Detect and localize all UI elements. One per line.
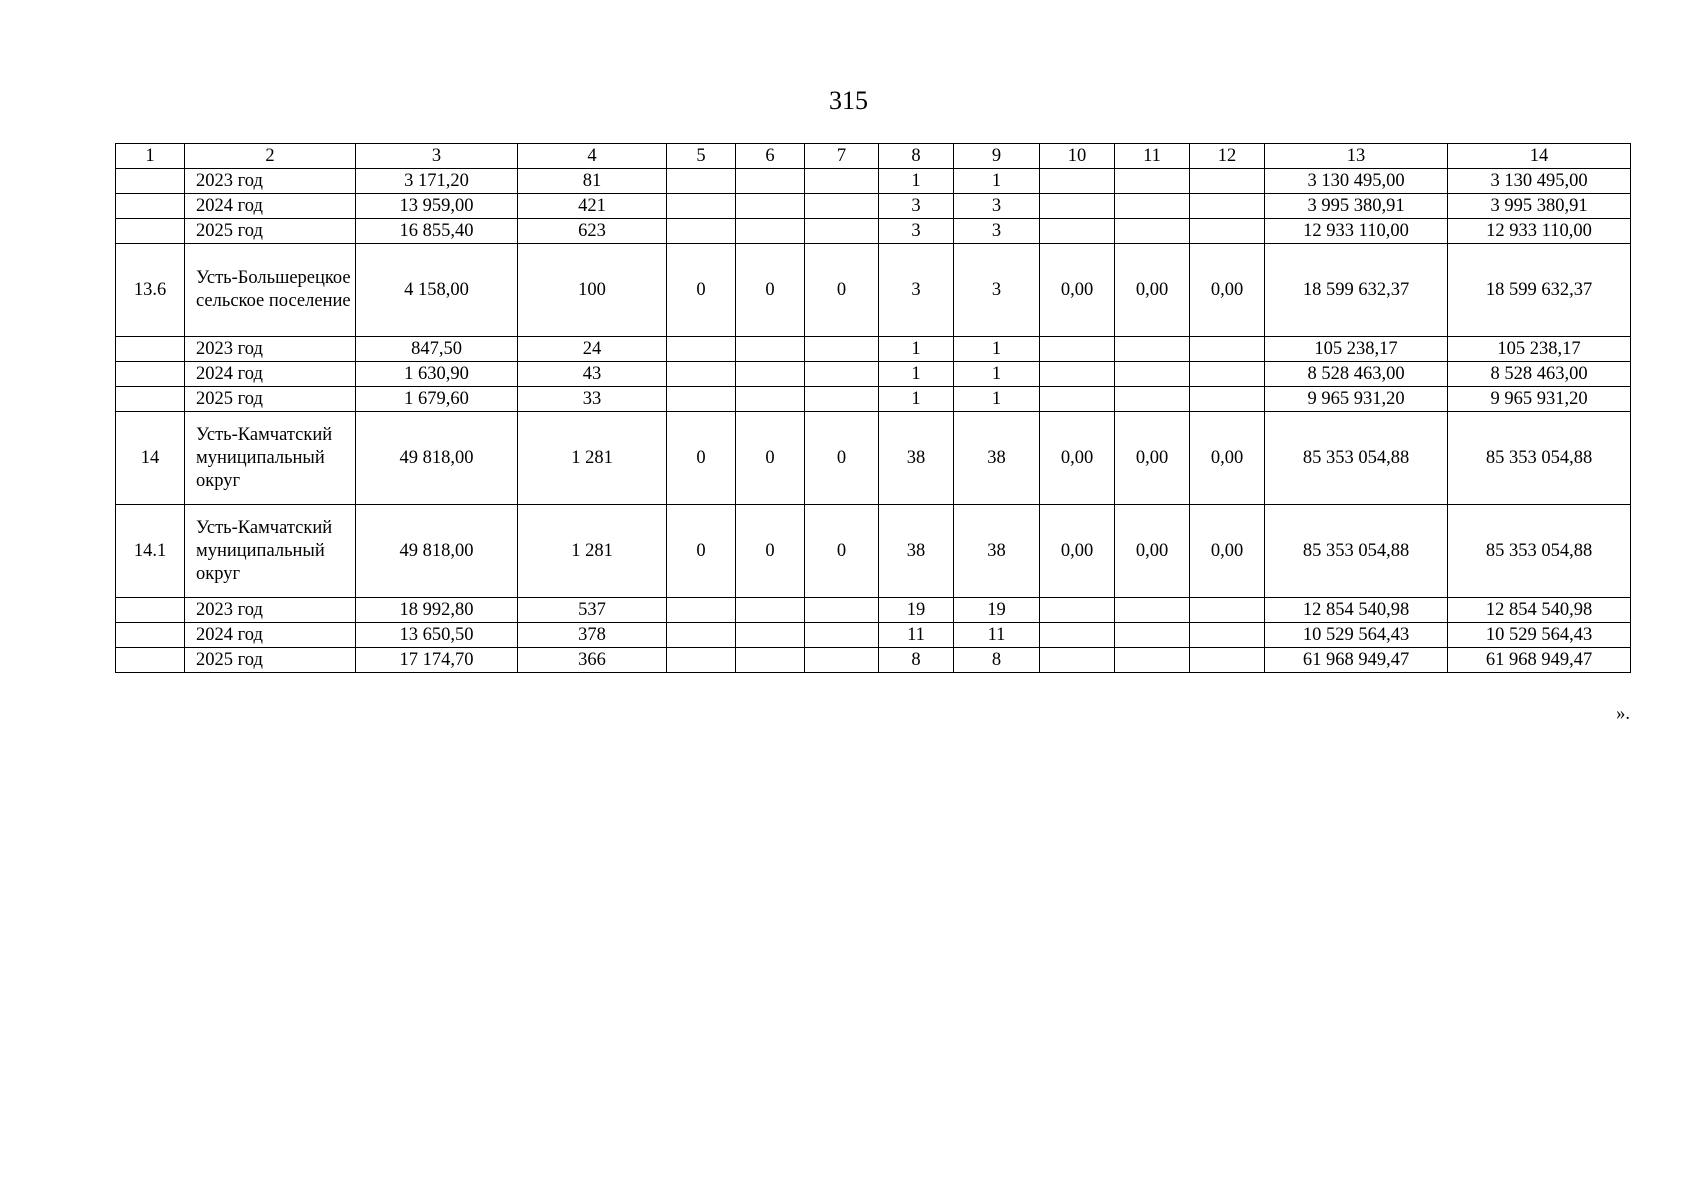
table-cell: 0,00	[1040, 244, 1115, 337]
table-cell	[667, 362, 736, 387]
table-cell: 9 965 931,20	[1448, 387, 1631, 412]
table-cell: 12 933 110,00	[1265, 219, 1448, 244]
row-name-cell: 2025 год	[185, 648, 356, 673]
table-cell: 3 130 495,00	[1448, 169, 1631, 194]
table-cell	[805, 194, 879, 219]
table-cell	[805, 598, 879, 623]
column-number-cell: 10	[1040, 144, 1115, 169]
table-cell	[805, 219, 879, 244]
table-cell: 105 238,17	[1448, 337, 1631, 362]
table-cell	[116, 598, 185, 623]
table-cell	[736, 219, 805, 244]
table-cell	[1040, 219, 1115, 244]
table-cell: 85 353 054,88	[1265, 505, 1448, 598]
table-cell: 366	[518, 648, 667, 673]
row-name-cell: 2024 год	[185, 194, 356, 219]
row-name-cell: Усть-Большерецкое сельское поселение	[185, 244, 356, 337]
table-cell	[805, 387, 879, 412]
table-cell: 85 353 054,88	[1448, 505, 1631, 598]
table-cell: 1 630,90	[356, 362, 518, 387]
row-name-cell: 2023 год	[185, 598, 356, 623]
table-cell	[1040, 362, 1115, 387]
table-cell: 13 959,00	[356, 194, 518, 219]
table-cell	[667, 623, 736, 648]
table-cell	[1190, 598, 1265, 623]
table-cell	[667, 194, 736, 219]
table-cell: 0,00	[1115, 412, 1190, 505]
table-cell: 38	[954, 412, 1040, 505]
table-cell: 105 238,17	[1265, 337, 1448, 362]
table-cell	[1040, 337, 1115, 362]
row-name-cell: 2025 год	[185, 219, 356, 244]
table-cell: 43	[518, 362, 667, 387]
table-cell: 1	[879, 362, 954, 387]
table-row	[116, 598, 1631, 623]
table-cell: 38	[954, 505, 1040, 598]
table-cell	[736, 337, 805, 362]
table-cell: 38	[879, 505, 954, 598]
table-cell	[116, 648, 185, 673]
table-cell	[805, 362, 879, 387]
table-cell: 1	[879, 387, 954, 412]
table-cell: 33	[518, 387, 667, 412]
table-cell: 10 529 564,43	[1265, 623, 1448, 648]
row-name-cell: 2025 год	[185, 387, 356, 412]
table-cell	[667, 219, 736, 244]
data-table	[115, 143, 1631, 673]
table-cell: 623	[518, 219, 667, 244]
table-cell	[736, 194, 805, 219]
table-cell: 17 174,70	[356, 648, 518, 673]
table-cell: 847,50	[356, 337, 518, 362]
table-cell: 8 528 463,00	[1448, 362, 1631, 387]
table-cell: 12 854 540,98	[1265, 598, 1448, 623]
table-cell: 85 353 054,88	[1265, 412, 1448, 505]
table-cell: 8	[879, 648, 954, 673]
table-cell: 4 158,00	[356, 244, 518, 337]
table-cell: 3 995 380,91	[1265, 194, 1448, 219]
table-cell: 1	[954, 337, 1040, 362]
table-cell: 0,00	[1040, 505, 1115, 598]
row-name-cell: Усть-Камчатский муниципальный округ	[185, 505, 356, 598]
table-cell: 61 968 949,47	[1448, 648, 1631, 673]
table-cell: 1	[879, 169, 954, 194]
table-cell: 19	[954, 598, 1040, 623]
closing-quote-mark: ».	[1616, 704, 1630, 724]
table-cell	[1040, 169, 1115, 194]
table-cell: 1	[954, 169, 1040, 194]
row-name-cell: 2024 год	[185, 623, 356, 648]
table-cell	[736, 362, 805, 387]
table-cell: 0,00	[1190, 505, 1265, 598]
table-cell: 10 529 564,43	[1448, 623, 1631, 648]
table-cell	[1040, 387, 1115, 412]
table-row	[116, 337, 1631, 362]
table-cell: 19	[879, 598, 954, 623]
table-cell: 16 855,40	[356, 219, 518, 244]
table-cell	[736, 169, 805, 194]
table-cell: 3 995 380,91	[1448, 194, 1631, 219]
table-cell: 0	[736, 412, 805, 505]
table-cell: 14	[116, 412, 185, 505]
column-number-cell: 7	[805, 144, 879, 169]
table-cell: 0	[805, 412, 879, 505]
table-cell: 18 992,80	[356, 598, 518, 623]
column-number-cell: 3	[356, 144, 518, 169]
row-name-cell: 2023 год	[185, 337, 356, 362]
row-name-cell: Усть-Камчатский муниципальный округ	[185, 412, 356, 505]
table-cell	[1190, 648, 1265, 673]
table-row	[116, 412, 1631, 505]
table-cell	[667, 387, 736, 412]
table-cell	[736, 387, 805, 412]
table-cell	[116, 194, 185, 219]
table-cell: 3	[954, 219, 1040, 244]
column-number-cell: 9	[954, 144, 1040, 169]
table-cell: 81	[518, 169, 667, 194]
table-cell	[1190, 623, 1265, 648]
table-cell	[736, 648, 805, 673]
table-cell	[805, 648, 879, 673]
table-cell	[1115, 219, 1190, 244]
table-cell	[667, 169, 736, 194]
table-cell: 11	[954, 623, 1040, 648]
table-row	[116, 169, 1631, 194]
table-cell: 0,00	[1040, 412, 1115, 505]
table-cell	[1040, 194, 1115, 219]
table-cell: 421	[518, 194, 667, 219]
table-cell	[1190, 194, 1265, 219]
table-cell	[805, 337, 879, 362]
table-cell: 0	[805, 244, 879, 337]
table-cell: 3	[954, 194, 1040, 219]
table-cell: 49 818,00	[356, 505, 518, 598]
table-cell	[1115, 648, 1190, 673]
table-cell: 0	[667, 412, 736, 505]
table-cell: 1 281	[518, 505, 667, 598]
table-cell	[116, 623, 185, 648]
table-cell: 8	[954, 648, 1040, 673]
column-number-cell: 11	[1115, 144, 1190, 169]
table-cell	[116, 219, 185, 244]
table-cell: 38	[879, 412, 954, 505]
table-cell	[116, 337, 185, 362]
table-cell: 0	[736, 244, 805, 337]
table-cell: 18 599 632,37	[1265, 244, 1448, 337]
table-row	[116, 219, 1631, 244]
table-cell	[736, 598, 805, 623]
table-cell	[805, 623, 879, 648]
table-cell: 9 965 931,20	[1265, 387, 1448, 412]
table-cell: 0	[667, 244, 736, 337]
table-cell: 85 353 054,88	[1448, 412, 1631, 505]
table-cell: 18 599 632,37	[1448, 244, 1631, 337]
table-cell	[805, 169, 879, 194]
table-cell	[667, 337, 736, 362]
column-number-cell: 6	[736, 144, 805, 169]
table-cell	[1115, 194, 1190, 219]
table-cell: 24	[518, 337, 667, 362]
table-cell: 12 933 110,00	[1448, 219, 1631, 244]
table-cell	[1115, 387, 1190, 412]
table-cell: 1 281	[518, 412, 667, 505]
table-cell: 11	[879, 623, 954, 648]
table-cell: 3	[879, 244, 954, 337]
table-cell	[1040, 623, 1115, 648]
table-cell: 8 528 463,00	[1265, 362, 1448, 387]
table-cell	[1190, 169, 1265, 194]
table-cell	[1190, 387, 1265, 412]
column-number-cell: 4	[518, 144, 667, 169]
table-cell: 14.1	[116, 505, 185, 598]
table-cell	[1040, 648, 1115, 673]
table-cell	[1040, 598, 1115, 623]
column-number-cell: 5	[667, 144, 736, 169]
table-cell: 0,00	[1115, 505, 1190, 598]
table-row	[116, 362, 1631, 387]
table-cell: 1	[879, 337, 954, 362]
page-number: 315	[829, 86, 868, 115]
table-cell: 0	[667, 505, 736, 598]
table-cell: 3	[954, 244, 1040, 337]
table-cell: 0,00	[1115, 244, 1190, 337]
table-cell	[116, 362, 185, 387]
table-cell: 0	[805, 505, 879, 598]
table-cell: 1	[954, 362, 1040, 387]
table-cell: 3 130 495,00	[1265, 169, 1448, 194]
table-cell	[1190, 337, 1265, 362]
table-cell: 3	[879, 194, 954, 219]
column-number-cell: 13	[1265, 144, 1448, 169]
row-name-cell: 2024 год	[185, 362, 356, 387]
column-number-cell: 1	[116, 144, 185, 169]
column-number-cell: 14	[1448, 144, 1631, 169]
table-cell	[1115, 362, 1190, 387]
row-name-cell: 2023 год	[185, 169, 356, 194]
table-cell	[736, 623, 805, 648]
column-number-cell: 8	[879, 144, 954, 169]
table-cell: 13.6	[116, 244, 185, 337]
table-cell: 1 679,60	[356, 387, 518, 412]
table-cell	[1190, 362, 1265, 387]
table-row	[116, 648, 1631, 673]
table-cell: 49 818,00	[356, 412, 518, 505]
table-cell: 378	[518, 623, 667, 648]
column-number-cell: 2	[185, 144, 356, 169]
table-cell: 1	[954, 387, 1040, 412]
table-cell	[667, 648, 736, 673]
table-cell: 100	[518, 244, 667, 337]
table-cell	[1115, 169, 1190, 194]
table-cell	[1115, 337, 1190, 362]
table-row	[116, 623, 1631, 648]
table-row	[116, 505, 1631, 598]
table-cell: 0,00	[1190, 244, 1265, 337]
table-cell	[1115, 598, 1190, 623]
table-cell: 61 968 949,47	[1265, 648, 1448, 673]
column-number-row	[116, 144, 1631, 169]
table-cell: 537	[518, 598, 667, 623]
table-cell: 0	[736, 505, 805, 598]
table-cell	[1115, 623, 1190, 648]
column-number-cell: 12	[1190, 144, 1265, 169]
table-row	[116, 244, 1631, 337]
table-cell: 3	[879, 219, 954, 244]
table-cell	[116, 387, 185, 412]
table-cell: 3 171,20	[356, 169, 518, 194]
table-body	[116, 144, 1631, 673]
table-cell: 0,00	[1190, 412, 1265, 505]
table-cell: 13 650,50	[356, 623, 518, 648]
table-cell: 12 854 540,98	[1448, 598, 1631, 623]
table-cell	[116, 169, 185, 194]
table-row	[116, 194, 1631, 219]
table-row	[116, 387, 1631, 412]
table-cell	[1190, 219, 1265, 244]
table-cell	[667, 598, 736, 623]
